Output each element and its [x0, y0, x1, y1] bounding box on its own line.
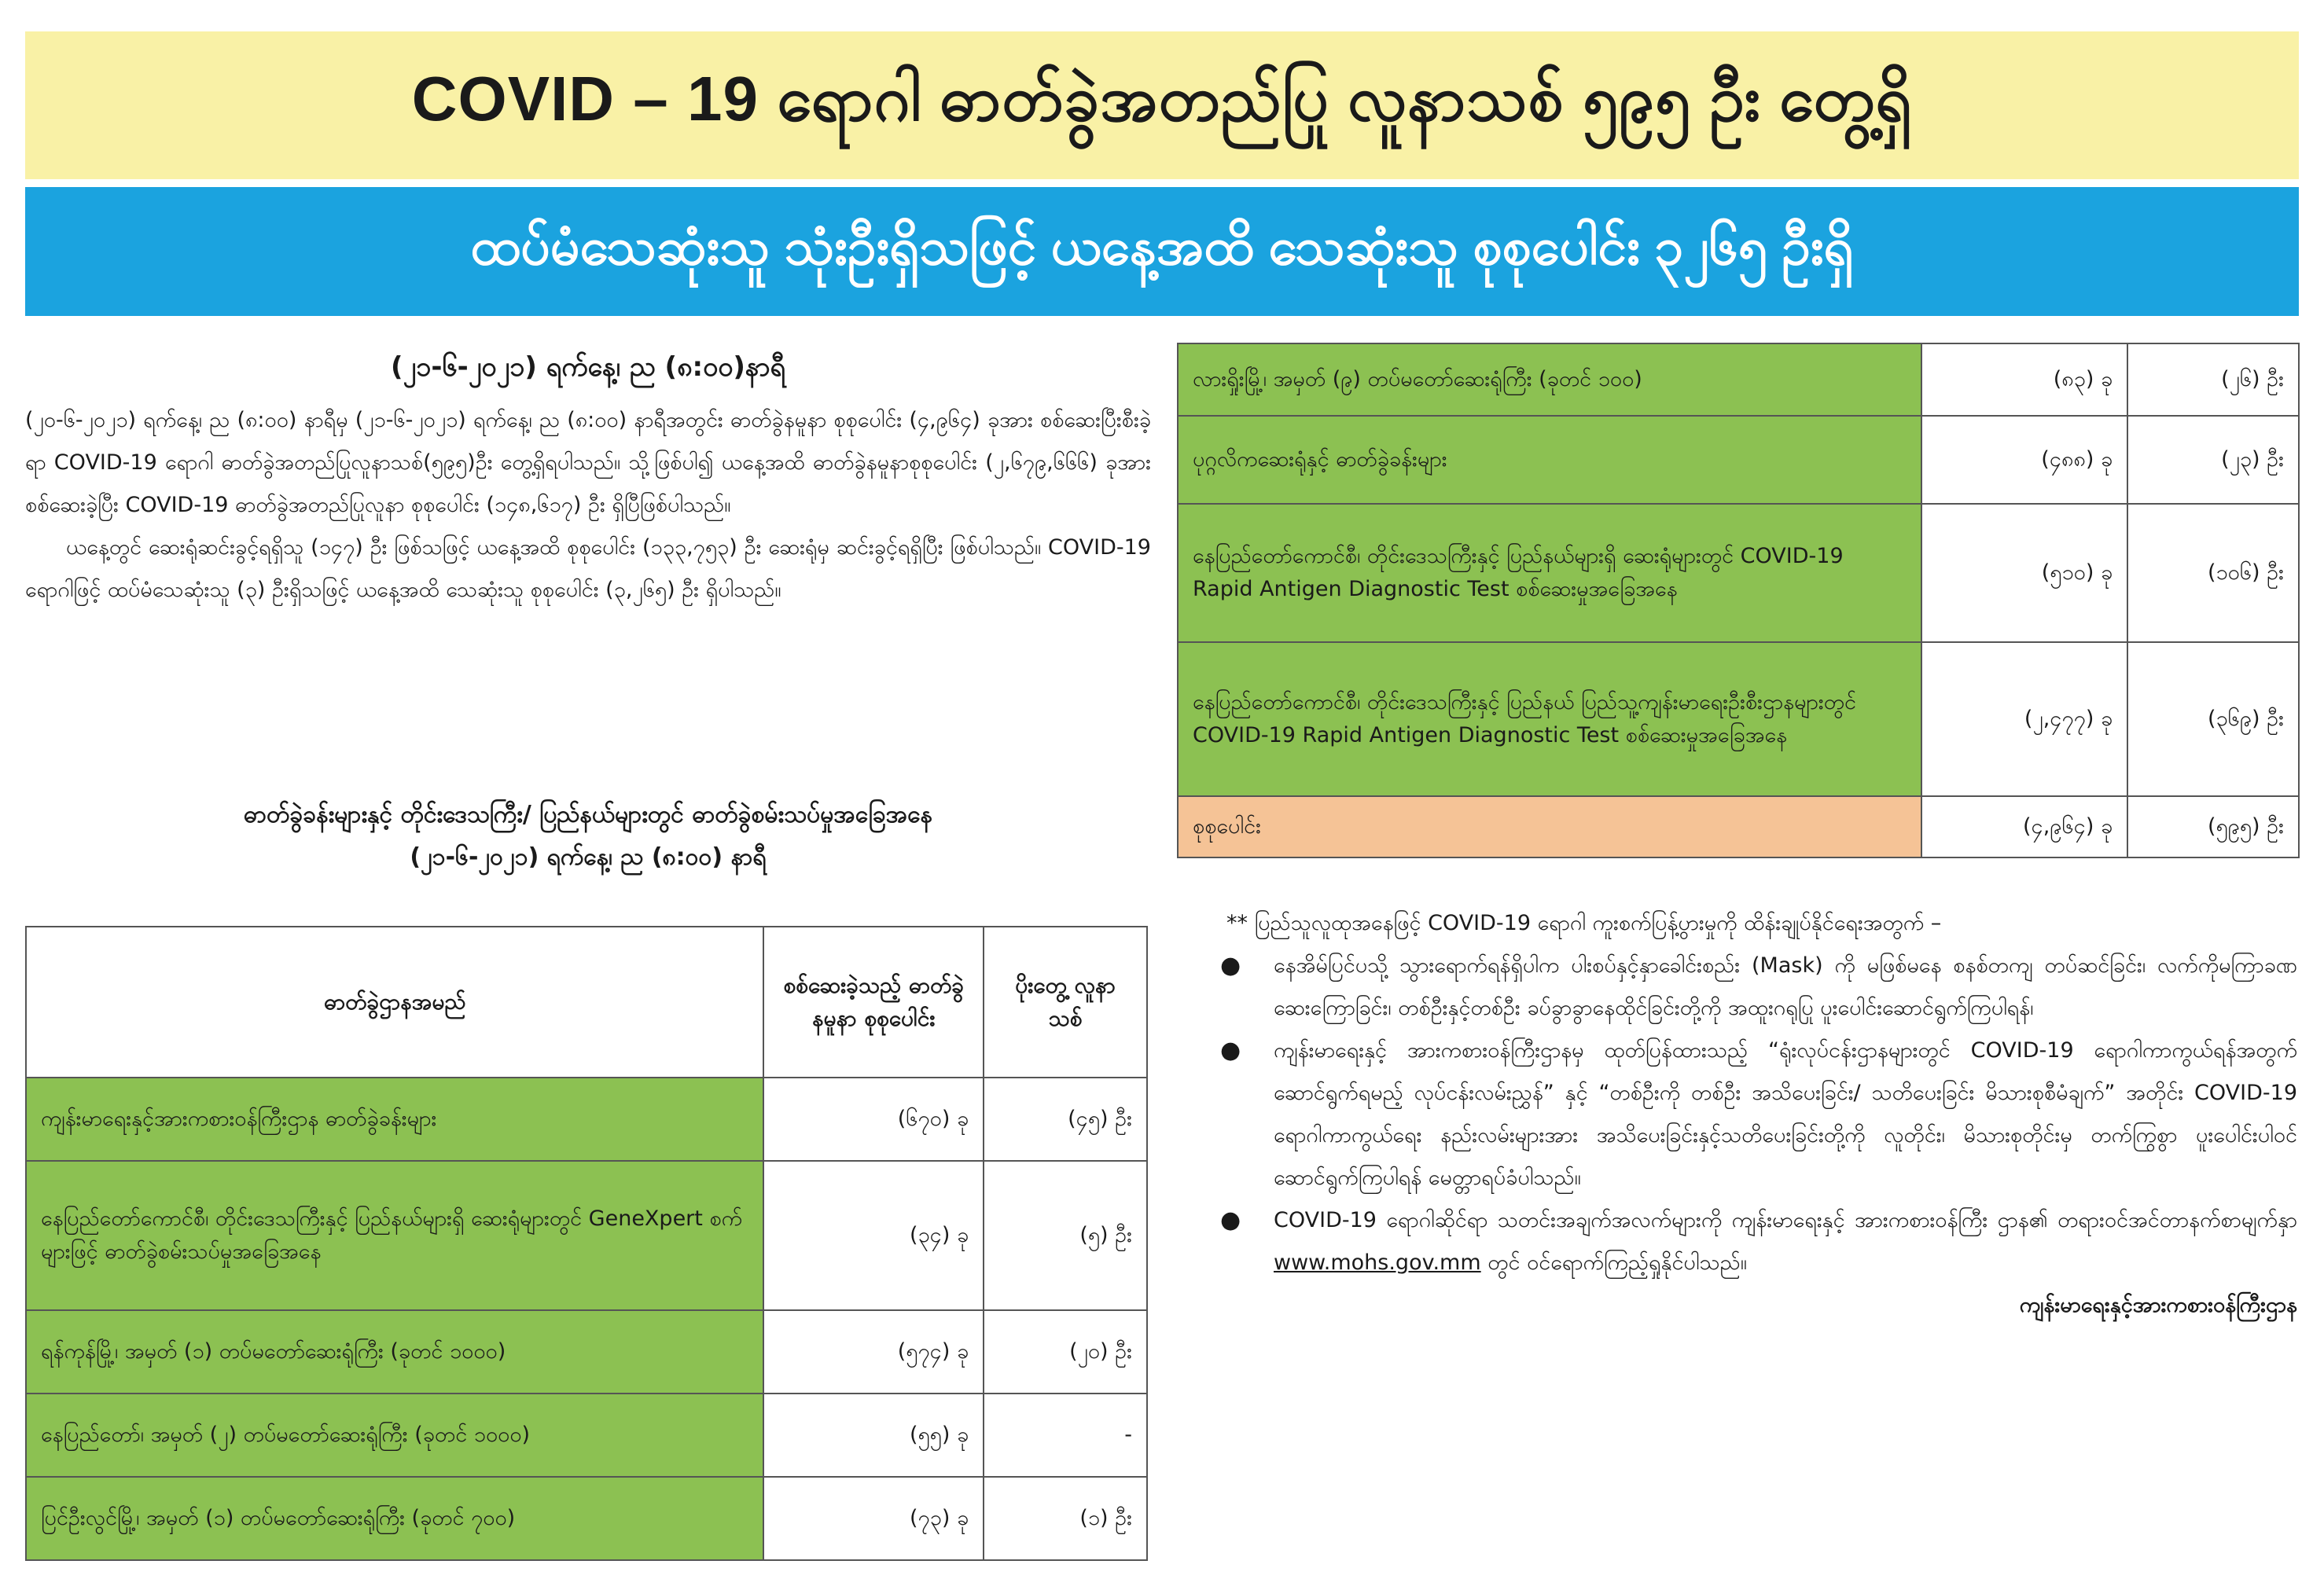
lab-heading-text: ဓာတ်ခွဲခန်းများနှင့် တိုင်းဒေသကြီး/ ပြည်နယ်များတွင် ဓာတ်ခွဲစမ်းသပ်မှုအခြေအနေ	[243, 801, 933, 828]
found-cell: (၂၆) ဦး	[2127, 343, 2299, 416]
headline-title: COVID – 19 ရောဂါ ဓာတ်ခွဲအတည်ပြု လူနာသစ် ၅၉၅ ဦး တွေ့ရှိ	[411, 64, 1913, 134]
tested-cell: (၆၇၀) ခု	[763, 1078, 984, 1161]
table-total-row	[1178, 796, 2299, 857]
lab-name-cell: နေပြည်တော်၊ အမှတ် (၂) တပ်မတော်ဆေးရုံကြီး (ခုတင် ၁၀၀၀)	[26, 1394, 763, 1477]
found-cell: (၁) ဦး	[984, 1477, 1147, 1560]
tested-cell: (၃၄) ခု	[763, 1161, 984, 1310]
tested-cell: (၇၃) ခု	[763, 1477, 984, 1560]
table-row	[26, 1477, 1147, 1560]
tested-cell: (၅၇၄) ခု	[763, 1310, 984, 1394]
table-row	[26, 1161, 1147, 1310]
header-lab-name: ဓာတ်ခွဲဌာနအမည်	[26, 927, 763, 1078]
report-body	[25, 346, 1151, 611]
tested-cell: (၅၅) ခု	[763, 1394, 984, 1477]
found-cell: (၃၆၉) ဦး	[2127, 642, 2299, 796]
table-row	[26, 1394, 1147, 1477]
table-row	[26, 1078, 1147, 1161]
report-paragraph-2: ယနေ့တွင် ဆေးရုံဆင်းခွင့်ရရှိသူ (၁၄၇) ဦး ဖြစ်သဖြင့် ယနေ့အထိ စုစုပေါင်း (၁၃၃,၇၅၃) ဦး ဆေးရုံမှ ဆင်းခွင့်ရရှိပြီး ဖြစ်ပါသည်။ COVID-19 ရောဂါဖြင့် ထပ်မံသေဆုံးသူ (၃) ဦးရှိသဖြင့် ယနေ့အထိ သေဆုံးသူ စုစုပေါင်း (၃,၂၆၅) ဦး ရှိပါသည်။	[25, 535, 1151, 602]
total-found-cell: (၅၉၅) ဦး	[2127, 796, 2299, 857]
table-row	[1178, 504, 2299, 642]
advice-text: ကျန်းမာရေးနှင့် အားကစားဝန်ကြီးဌာနမှ ထုတ်ပြန်ထားသည့် “ရုံးလုပ်ငန်းဌာနများတွင် COVID-19 ရောဂါကာကွယ်ရန်အတွက် ဆောင်ရွက်ရမည့် လုပ်ငန်းလမ်းညွှန်” နှင့် “တစ်ဦးကို တစ်ဦး အသိပေးခြင်း/ သတိပေးခြင်း မိသားစုစီမံချက်” အတိုင်း COVID-19 ရောဂါကာကွယ်ရေး နည်းလမ်းများအား အသိပေးခြင်းနှင့်သတိပေးခြင်းတို့ကို လူတိုင်း၊ မိသားစုတိုင်းမှ တက်ကြွစွာ ပူးပေါင်းပါဝင် ဆောင်ရွက်ကြပါရန် မေတ္တာရပ်ခံပါသည်။	[1274, 1038, 2297, 1190]
table-header-row	[26, 927, 1147, 1078]
advice-text-end: တွင် ဝင်ရောက်ကြည့်ရှုနိုင်ပါသည်။	[1487, 1250, 1747, 1275]
lab-name-cell: ရန်ကုန်မြို့၊ အမှတ် (၁) တပ်မတော်ဆေးရုံကြီး (ခုတင် ၁၀၀၀)	[26, 1310, 763, 1394]
tested-cell: (၅၁၀) ခု	[1921, 504, 2127, 642]
total-tested-cell: (၄,၉၆၄) ခု	[1921, 796, 2127, 857]
table-row	[26, 1310, 1147, 1394]
lab-name-cell: ကျန်းမာရေးနှင့်အားကစားဝန်ကြီးဌာန ဓာတ်ခွဲခန်းများ	[26, 1078, 763, 1161]
bullet-icon: ●	[1220, 952, 1241, 979]
headline-banner	[25, 31, 2299, 179]
header-tested: စစ်ဆေးခဲ့သည့် ဓာတ်ခွဲနမူနာ စုစုပေါင်း	[763, 927, 984, 1078]
advice-text: နေအိမ်ပြင်ပသို့ သွားရောက်ရန်ရှိပါက ပါးစပ်နှင့်နှာခေါင်းစည်း (Mask) ကို မဖြစ်မနေ စနစ်တကျ တပ်ဆင်ခြင်း၊ လက်ကိုမကြာခဏဆေးကြောခြင်း၊ တစ်ဦးနှင့်တစ်ဦး ခပ်ခွာခွာနေထိုင်ခြင်းတို့ကို အထူးဂရုပြု ပူးပေါင်းဆောင်ရွက်ကြပါရန်၊	[1274, 953, 2297, 1020]
total-label-cell: စုစုပေါင်း	[1178, 796, 1921, 857]
subheadline-banner	[25, 187, 2299, 316]
tested-cell: (၈၃) ခု	[1921, 343, 2127, 416]
list-item	[1189, 1199, 2297, 1284]
tested-cell: (၄၈၈) ခု	[1921, 416, 2127, 504]
found-cell: (၅) ဦး	[984, 1161, 1147, 1310]
tested-cell: (၂,၄၇၇) ခု	[1921, 642, 2127, 796]
bullet-icon: ●	[1220, 1037, 1241, 1064]
found-cell: -	[984, 1394, 1147, 1477]
found-cell: (၂၀) ဦး	[984, 1310, 1147, 1394]
bullet-icon: ●	[1220, 1206, 1241, 1234]
found-cell: (၄၅) ဦး	[984, 1078, 1147, 1161]
report-date-heading: (၂၁-၆-၂၀၂၁) ရက်နေ့၊ ည (၈:၀၀)နာရီ	[391, 351, 785, 383]
lab-results-table-part-1	[25, 926, 1148, 1561]
found-cell: (၁၀၆) ဦး	[2127, 504, 2299, 642]
subheadline-title: ထပ်မံသေဆုံးသူ သုံးဦးရှိသဖြင့် ယနေ့အထိ သေဆုံးသူ စုစုပေါင်း ၃၂၆၅ ဦးရှိ	[470, 216, 1854, 275]
lab-name-cell: ပုဂ္ဂလိကဆေးရုံနှင့် ဓာတ်ခွဲခန်းများ	[1178, 416, 1921, 504]
advice-text: COVID-19 ရောဂါဆိုင်ရာ သတင်းအချက်အလက်များကို ကျန်းမာရေးနှင့် အားကစားဝန်ကြီး ဌာန၏ တရားဝင်အင်တာနက်စာမျက်နှာ	[1274, 1208, 2297, 1232]
table-row	[1178, 416, 2299, 504]
advice-list	[1189, 945, 2297, 1284]
ministry-signature: ကျန်းမာရေးနှင့်အားကစားဝန်ကြီးဌာန	[2019, 1293, 2297, 1317]
ministry-website-link[interactable]: www.mohs.gov.mm	[1274, 1250, 1481, 1275]
table-row	[1178, 343, 2299, 416]
lab-name-cell: နေပြည်တော်ကောင်စီ၊ တိုင်းဒေသကြီးနှင့် ပြည်နယ်များရှိ ဆေးရုံများတွင် COVID-19 Rapid Antigen Diagnostic Test စစ်ဆေးမှုအခြေအနေ	[1178, 504, 1921, 642]
lab-name-cell: နေပြည်တော်ကောင်စီ၊ တိုင်းဒေသကြီးနှင့် ပြည်နယ် ပြည်သူ့ကျန်းမာရေးဦးစီးဌာနများတွင် COVID-19 Rapid Antigen Diagnostic Test စစ်ဆေးမှုအခြေအနေ	[1178, 642, 1921, 796]
list-item	[1189, 1030, 2297, 1199]
notes-heading: ** ပြည်သူလူထုအနေဖြင့် COVID-19 ရောဂါ ကူးစက်ပြန့်ပွားမှုကို ထိန်းချုပ်နိုင်ရေးအတွက် –	[1226, 911, 1942, 935]
report-paragraph-1: (၂၀-၆-၂၀၂၁) ရက်နေ့၊ ည (၈:၀၀) နာရီမှ (၂၁-၆-၂၀၂၁) ရက်နေ့၊ ည (၈:၀၀) နာရီအတွင်း ဓာတ်ခွဲနမူနာ စုစုပေါင်း (၄,၉၆၄) ခုအား စစ်ဆေးပြီးစီးခဲ့ရာ COVID-19 ရောဂါ ဓာတ်ခွဲအတည်ပြုလူနာသစ်(၅၉၅)ဦး တွေ့ရှိရပါသည်။ သို့ဖြစ်ပါ၍ ယနေ့အထိ ဓာတ်ခွဲနမူနာစုစုပေါင်း (၂,၆၇၉,၆၆၆) ခုအား စစ်ဆေးခဲ့ပြီး COVID-19 ဓာတ်ခွဲအတည်ပြုလူနာ စုစုပေါင်း (၁၄၈,၆၁၇) ဦး ရှိပြီဖြစ်ပါသည်။	[25, 408, 1151, 517]
found-cell: (၂၃) ဦး	[2127, 416, 2299, 504]
list-item	[1189, 945, 2297, 1030]
lab-name-cell: နေပြည်တော်ကောင်စီ၊ တိုင်းဒေသကြီးနှင့် ပြည်နယ်များရှိ ဆေးရုံများတွင် GeneXpert စက်များဖြင့် ဓာတ်ခွဲစမ်းသပ်မှုအခြေအနေ	[26, 1161, 763, 1310]
lab-heading-date: (၂၁-၆-၂၀၂၁) ရက်နေ့၊ ည (၈:၀၀) နာရီ	[410, 843, 767, 871]
public-advice-notes	[1189, 902, 2297, 1327]
header-found: ပိုးတွေ့ လူနာသစ်	[984, 927, 1147, 1078]
lab-name-cell: ပြင်ဦးလွင်မြို့၊ အမှတ် (၁) တပ်မတော်ဆေးရုံကြီး (ခုတင် ၇၀၀)	[26, 1477, 763, 1560]
lab-section-heading	[25, 794, 1151, 879]
lab-results-table-part-2	[1177, 343, 2300, 858]
lab-name-cell: လားရှိုးမြို့၊ အမှတ် (၉) တပ်မတော်ဆေးရုံကြီး (ခုတင် ၁၀၀)	[1178, 343, 1921, 416]
table-row	[1178, 642, 2299, 796]
